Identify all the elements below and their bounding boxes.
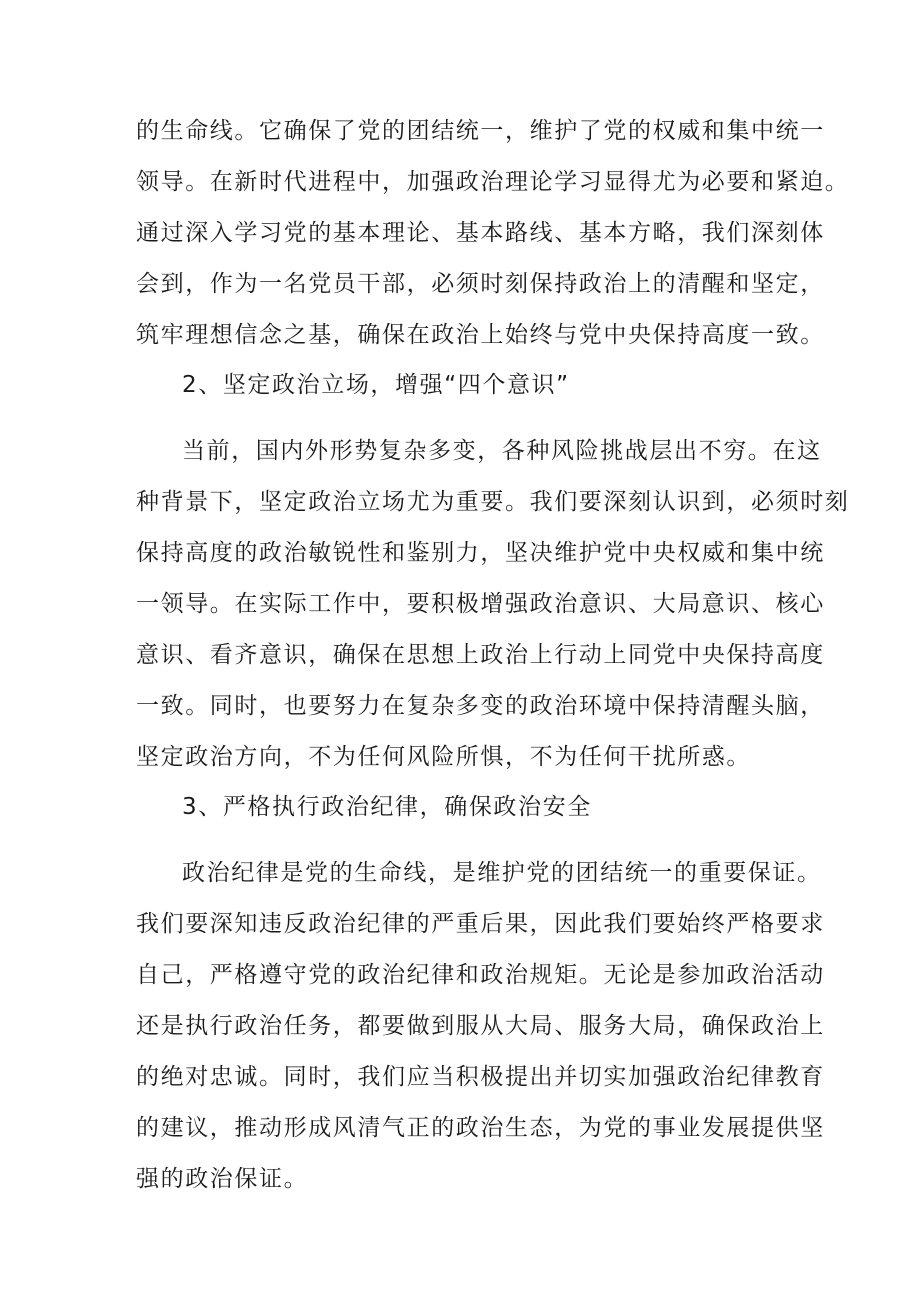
para3-line-3: 自己，严格遵守党的政治纪律和政治规矩。无论是参加政治活动 [136,962,825,988]
para2-line-6: 一致。同时，也要努力在复杂多变的政治环境中保持清醒头脑， [136,693,825,719]
para2-line-2: 种背景下，坚定政治立场尤为重要。我们要深刻认识到，必须时刻 [136,489,850,515]
para1-line-1: 的生命线。它确保了党的团结统一，维护了党的权威和集中统一 [136,118,825,144]
para1-line-3: 通过深入学习党的基本理论、基本路线、基本方略，我们深刻体 [136,220,825,246]
para3-line-1: 政治纪律是党的生命线，是维护党的团结统一的重要保证。 [182,860,822,886]
para3-line-2: 我们要深知违反政治纪律的严重后果，因此我们要始终严格要求 [136,911,825,937]
para1-line-2: 领导。在新时代进程中，加强政治理论学习显得尤为必要和紧迫。 [136,169,850,195]
para1-line-4: 会到，作为一名党员干部，必须时刻保持政治上的清醒和坚定， [136,271,825,297]
para2-line-7: 坚定政治方向，不为任何风险所惧，不为任何干扰所惑。 [136,744,751,770]
para2-line-5: 意识、看齐意识，确保在思想上政治上行动上同党中央保持高度 [136,642,825,668]
para2-line-3: 保持高度的政治敏锐性和鉴别力，坚决维护党中央权威和集中统 [136,540,825,566]
para3-line-4: 还是执行政治任务，都要做到服从大局、服务大局，确保政治上 [136,1013,825,1039]
para3-line-7: 强的政治保证。 [136,1166,309,1192]
para3-line-6: 的建议，推动形成风清气正的政治生态，为党的事业发展提供坚 [136,1115,825,1141]
section-heading-3: 3、严格执行政治纪律，确保政治安全 [182,794,592,820]
para2-line-4: 一领导。在实际工作中，要积极增强政治意识、大局意识、核心 [136,591,825,617]
para2-line-1: 当前，国内外形势复杂多变，各种风险挑战层出不穷。在这 [182,438,822,464]
section-heading-2: 2、坚定政治立场，增强“四个意识” [182,372,570,398]
para1-line-5: 筑牢理想信念之基，确保在政治上始终与党中央保持高度一致。 [136,322,825,348]
para3-line-5: 的绝对忠诚。同时，我们应当积极提出并切实加强政治纪律教育 [136,1064,825,1090]
